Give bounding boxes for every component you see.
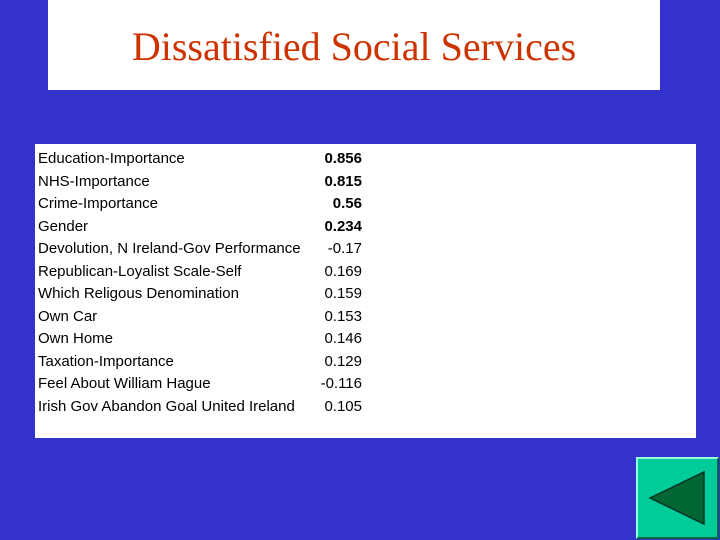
results-table [38,148,362,418]
row-value: 0.56 [332,195,362,212]
table-row [38,328,362,351]
table-row [38,171,362,194]
back-arrow-icon [638,459,717,537]
row-label: Education-Importance [38,150,185,167]
table-row [38,396,362,419]
table-row [38,148,362,171]
row-value: 0.815 [324,172,362,190]
row-value: 0.856 [324,150,362,167]
row-value: 0.105 [324,397,362,415]
row-label: NHS-Importance [38,172,150,190]
row-label: Irish Gov Abandon Goal United Ireland [38,397,295,415]
table-row [38,373,362,396]
row-value: 0.129 [324,352,362,370]
row-label: Which Religous Denomination [38,285,239,302]
row-value: -0.116 [320,375,362,392]
table-row [38,306,362,329]
row-value: 0.146 [324,330,362,347]
table-row [38,238,362,261]
table-row [38,216,362,239]
row-label: Devolution, N Ireland-Gov Performance [38,240,301,257]
row-value: 0.159 [324,285,362,302]
row-label: Taxation-Importance [38,352,174,370]
slide-title: Dissatisfied Social Services [131,23,577,69]
row-label: Gender [38,217,89,235]
row-label: Own Car [38,307,98,325]
back-button[interactable] [636,457,719,539]
row-value: 0.153 [324,307,362,325]
row-label: Own Home [38,330,114,347]
table-row [38,351,362,374]
row-label: Feel About William Hague [38,375,211,392]
table-row [38,283,362,306]
title-box [48,0,660,90]
row-value: 0.169 [324,262,362,280]
results-table-panel [35,144,696,438]
table-row [38,193,362,216]
row-value: 0.234 [324,217,362,235]
table-row [38,261,362,284]
row-value: -0.17 [327,240,362,257]
row-label: Republican-Loyalist Scale-Self [38,262,242,280]
row-label: Crime-Importance [38,195,159,212]
